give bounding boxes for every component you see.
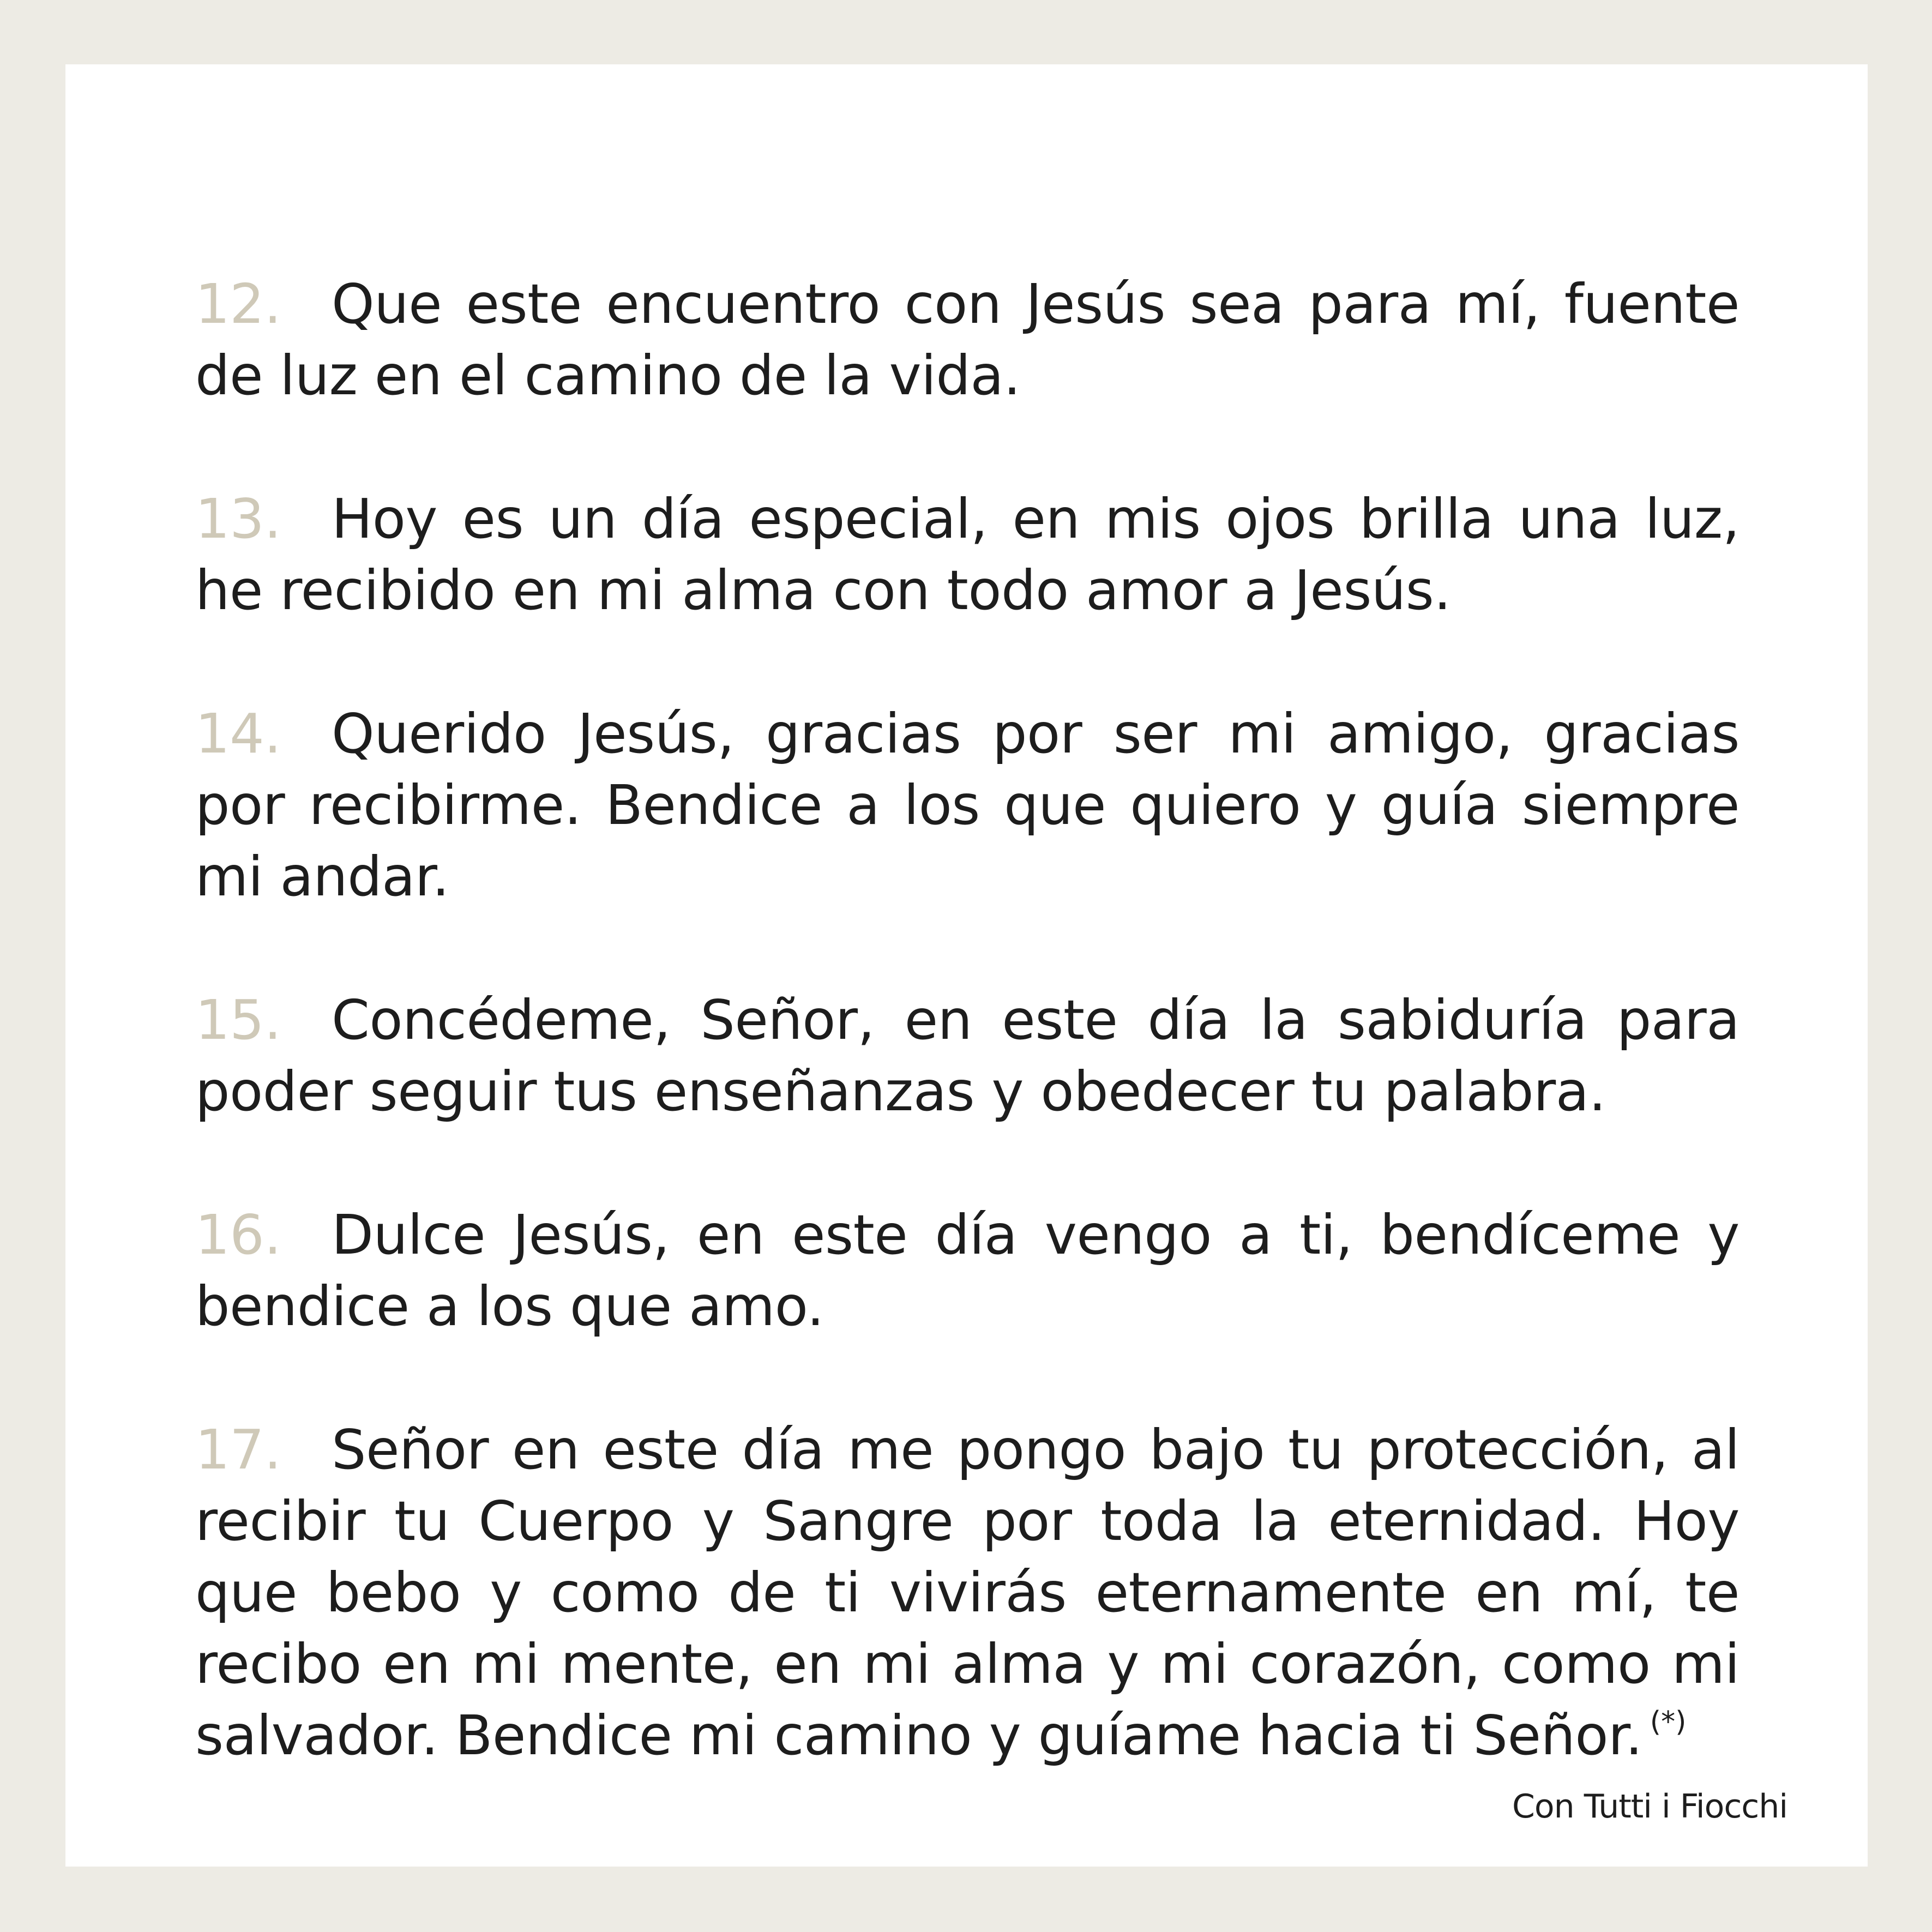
prayer-16 bbox=[195, 1199, 1740, 1342]
prayer-text: Señor en este día me pongo bajo tu protección, al recibir tu Cuerpo y Sangre por toda la eternidad. Hoy que bebo y como de ti vivirás eternamente en mí, te recibo en mi mente, en mi alma y mi corazón, como mi salvador. Bendice mi camino y guíame hacia ti Señor. bbox=[195, 1418, 1740, 1767]
prayer-number: 15. bbox=[195, 988, 281, 1052]
prayer-text: Hoy es un día especial, en mis ojos brilla una luz, he recibido en mi alma con todo amor a Jesús. bbox=[195, 487, 1740, 622]
prayer-text: Que este encuentro con Jesús sea para mí, fuente de luz en el camino de la vida. bbox=[195, 272, 1740, 407]
prayer-17 bbox=[195, 1414, 1740, 1781]
prayer-14 bbox=[195, 698, 1740, 912]
prayer-list bbox=[195, 268, 1740, 1781]
prayer-text: Concédeme, Señor, en este día la sabiduría para poder seguir tus enseñanzas y obedecer tu palabra. bbox=[195, 988, 1740, 1123]
prayer-15 bbox=[195, 984, 1740, 1127]
footnote-marker: (*) bbox=[1650, 1706, 1687, 1738]
prayer-number: 14. bbox=[195, 702, 281, 766]
prayer-text: Querido Jesús, gracias por ser mi amigo, gracias por recibirme. Bendice a los que quiero y guía siempre mi andar. bbox=[195, 702, 1740, 908]
prayer-number: 17. bbox=[195, 1418, 281, 1482]
brand-signature: Con Tutti i Fiocchi bbox=[1512, 1787, 1787, 1826]
prayer-number: 16. bbox=[195, 1203, 281, 1267]
prayer-12 bbox=[195, 268, 1740, 411]
prayer-13 bbox=[195, 483, 1740, 626]
prayer-number: 13. bbox=[195, 487, 281, 551]
prayer-text: Dulce Jesús, en este día vengo a ti, bendíceme y bendice a los que amo. bbox=[195, 1203, 1740, 1338]
page-card bbox=[65, 64, 1868, 1867]
prayer-number: 12. bbox=[195, 272, 281, 336]
